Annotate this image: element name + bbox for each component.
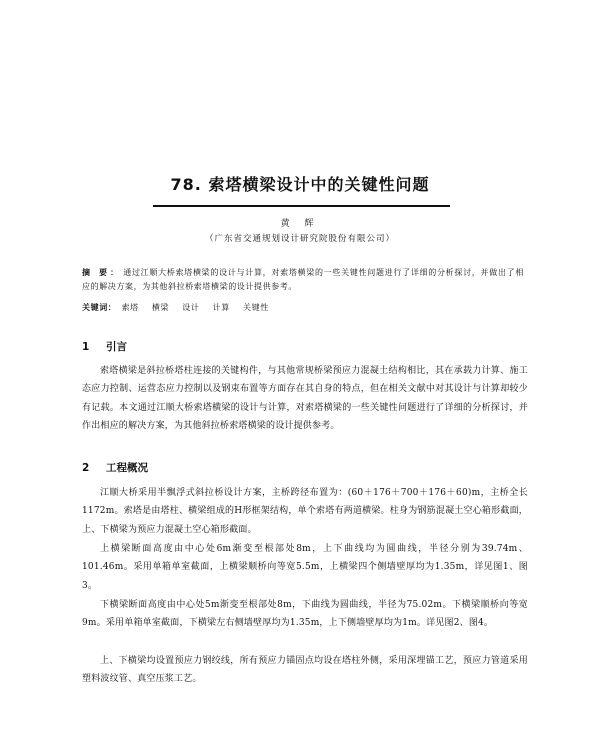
keyword: 横梁 — [151, 303, 170, 312]
abstract — [82, 265, 524, 294]
keyword: 索塔 — [121, 303, 139, 312]
abstract-text: 通过江顺大桥索塔横梁的设计与计算，对索塔横梁的一些关键性问题进行了详细的分析探讨，并做出了相应的解决方案，为其他斜拉桥索塔横梁的设计提供参考。 — [82, 268, 524, 291]
keyword: 关键性 — [243, 303, 269, 312]
section-heading — [82, 339, 127, 354]
author-name: 黄 辉 — [280, 219, 320, 229]
abstract-label: 摘 要： — [82, 267, 122, 277]
paragraph: 上横梁断面高度由中心处6m渐变至根部处8m，上下曲线均为圆曲线，半径分别为39.74m、101.46m。采用单箱单室截面，上横梁顺桥向等宽5.5m，上横梁四个侧墙壁厚均为1.35m，详见图1、图3。 — [82, 544, 528, 591]
paragraph: 下横梁断面高度由中心处5m渐变至根部处8m，下曲线为圆曲线，半径为75.02m。下横梁顺桥向等宽9m。采用单箱单室截面，下横梁左右侧墙壁厚均为1.35m，上下侧墙壁厚均为1m。详见图2、图4。 — [82, 600, 528, 629]
keyword: 计算 — [212, 303, 230, 312]
section-title: 引言 — [106, 341, 127, 353]
article-title: 78. 索塔横梁设计中的关键性问题 — [170, 175, 430, 194]
paragraph: 江顺大桥采用半飘浮式斜拉桥设计方案，主桥跨径布置为：(60＋176＋700＋176＋60)m，主桥全长1172m。索塔是由塔柱、横梁组成的H形框架结构，单个索塔有两道横梁。柱身为钢筋混凝土空心箱形截面，上、下横梁为预应力混凝土空心箱形截面。 — [82, 488, 528, 535]
keywords-label: 关键词： — [82, 302, 117, 312]
title-rule — [153, 205, 450, 207]
section-heading — [82, 460, 148, 475]
paragraph: 上、下横梁均设置预应力钢绞线，所有预应力锚固点均设在塔柱外侧，采用深埋锚工艺，预应力管道采用塑料波纹管、真空压浆工艺。 — [82, 656, 528, 685]
paragraph: 索塔横梁是斜拉桥塔柱连接的关键构件，与其他常规桥梁预应力混凝土结构相比，其在承载力计算、施工态应力控制、运营态应力控制以及钢束布置等方面存在其自身的特点，但在相关文献中对其设计与计算却较少有记载。本文通过江顺大桥索塔横梁的设计与计算，对索塔横梁的一些关键性问题进行了详细的分析探讨，并作出相应的解决方案，为其他斜拉桥索塔横梁的设计提供参考。 — [82, 366, 528, 431]
keywords — [82, 302, 524, 313]
keyword: 设计 — [182, 303, 200, 312]
section-number: 1 — [82, 341, 90, 353]
author-affiliation: （广东省交通规划设计研究院股份有限公司） — [204, 234, 395, 244]
section-number: 2 — [82, 462, 90, 474]
section-title: 工程概况 — [106, 462, 148, 474]
